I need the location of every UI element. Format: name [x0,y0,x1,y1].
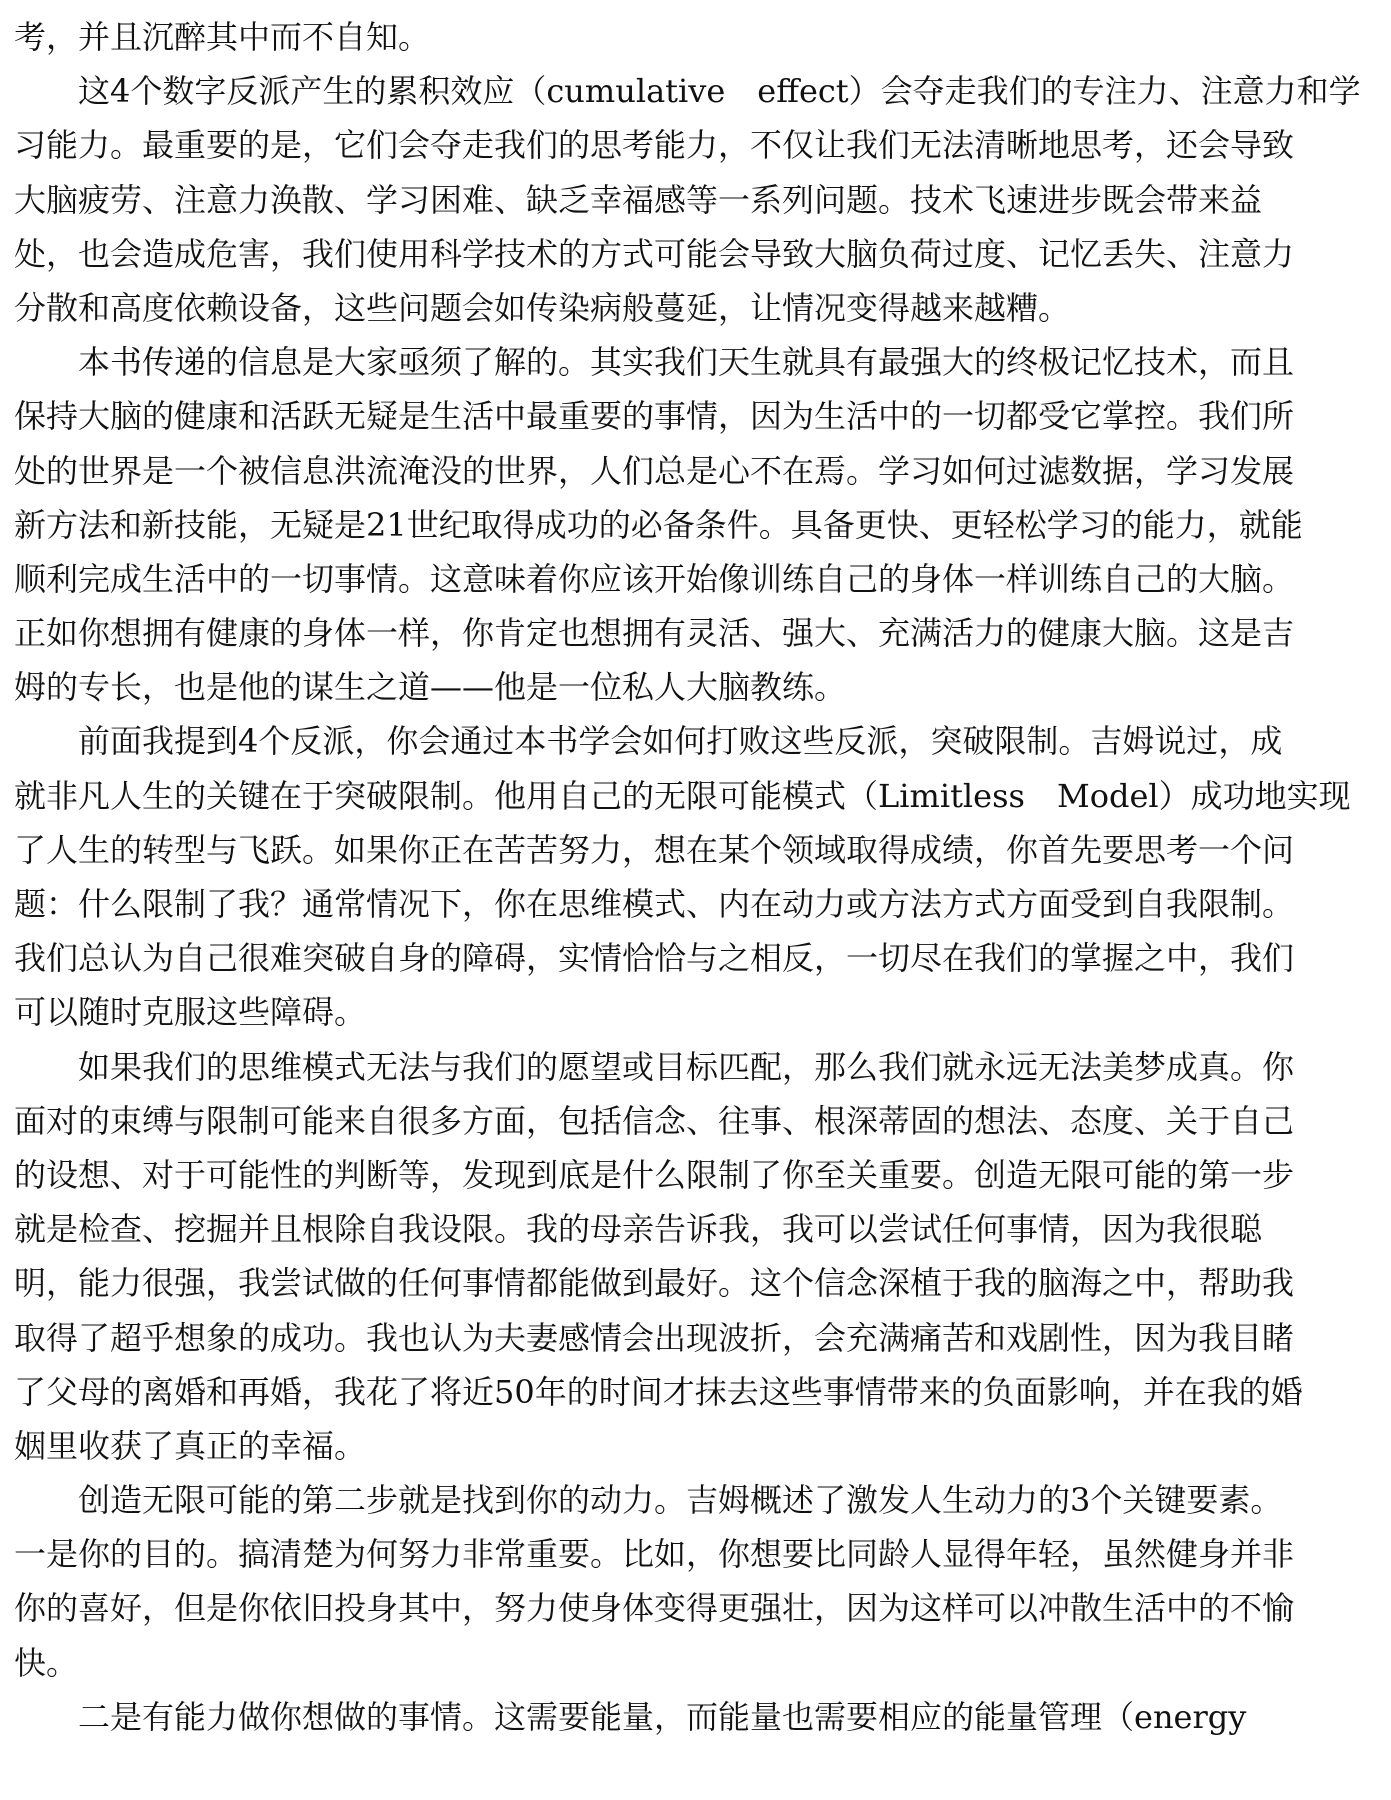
text-line: 处的世界是一个被信息洪流淹没的世界，人们总是心不在焉。学习如何过滤数据，学习发展 [14,451,1295,490]
text-line: 习能力。最重要的是，它们会夺走我们的思考能力，不仅让我们无法清晰地思考，还会导致 [14,126,1295,165]
text-line: 面对的束缚与限制可能来自很多方面，包括信念、往事、根深蒂固的想法、态度、关于自己 [14,1101,1295,1140]
text-line: 考，并且沉醉其中而不自知。 [14,18,431,56]
text-line: 了父母的离婚和再婚，我花了将近50年的时间才抹去这些事情带来的负面影响，并在我的婚 [14,1372,1303,1411]
text-line: 可以随时克服这些障碍。 [14,993,367,1032]
text-line: 你的喜好，但是你依旧投身其中，努力使身体变得更强壮，因为这样可以冲散生活中的不愉 [14,1589,1295,1628]
text-line: 前面我提到4个反派，你会通过本书学会如何打败这些反派，突破限制。吉姆说过，成 [78,722,1283,761]
text-line: 一是你的目的。搞清楚为何努力非常重要。比如，你想要比同龄人显得年轻，虽然健身并非 [14,1535,1295,1574]
text-line: 正如你想拥有健康的身体一样，你肯定也想拥有灵活、强大、充满活力的健康大脑。这是吉 [14,614,1295,653]
text-line: 分散和高度依赖设备，这些问题会如传染病般蔓延，让情况变得越来越糟。 [14,288,1071,327]
text-line: 就非凡人生的关键在于突破限制。他用自己的无限可能模式（Limitless Model）成功地实现 [14,776,1351,815]
text-line: 快。 [14,1643,79,1682]
text-line: 本书传递的信息是大家亟须了解的。其实我们天生就具有最强大的终极记忆技术，而且 [78,343,1295,382]
text-line: 姆的专长，也是他的谋生之道——他是一位私人大脑教练。 [14,668,847,707]
text-line: 姻里收获了真正的幸福。 [14,1426,367,1465]
text-line: 取得了超乎想象的成功。我也认为夫妻感情会出现波折，会充满痛苦和戏剧性，因为我目睹 [14,1318,1295,1357]
text-line: 就是检查、挖掘并且根除自我设限。我的母亲告诉我，我可以尝试任何事情，因为我很聪 [14,1210,1263,1249]
text-line: 如果我们的思维模式无法与我们的愿望或目标匹配，那么我们就永远无法美梦成真。你 [78,1047,1295,1086]
text-line: 明，能力很强，我尝试做的任何事情都能做到最好。这个信念深植于我的脑海之中，帮助我 [14,1264,1295,1303]
text-line: 创造无限可能的第二步就是找到你的动力。吉姆概述了激发人生动力的3个关键要素。 [78,1481,1283,1520]
text-line: 新方法和新技能，无疑是21世纪取得成功的必备条件。具备更快、更轻松学习的能力，就能 [14,505,1303,544]
text-line: 这4个数字反派产生的累积效应（cumulative effect）会夺走我们的专注力、注意力和学 [78,72,1361,111]
text-line: 处，也会造成危害，我们使用科学技术的方式可能会导致大脑负荷过度、记忆丢失、注意力 [14,234,1295,273]
text-line: 保持大脑的健康和活跃无疑是生活中最重要的事情，因为生活中的一切都受它掌控。我们所 [14,397,1295,436]
text-line: 我们总认为自己很难突破自身的障碍，实情恰恰与之相反，一切尽在我们的掌握之中，我们 [14,939,1295,978]
text-line: 题：什么限制了我？通常情况下，你在思维模式、内在动力或方法方式方面受到自我限制。 [14,885,1295,923]
text-line: 顺利完成生活中的一切事情。这意味着你应该开始像训练自己的身体一样训练自己的大脑。 [14,559,1295,598]
text-line: 的设想、对于可能性的判断等，发现到底是什么限制了你至关重要。创造无限可能的第一步 [14,1155,1295,1194]
text-line: 大脑疲劳、注意力涣散、学习困难、缺乏幸福感等一系列问题。技术飞速进步既会带来益 [14,180,1263,219]
text-line: 二是有能力做你想做的事情。这需要能量，而能量也需要相应的能量管理（energy [78,1697,1247,1736]
text-line: 了人生的转型与飞跃。如果你正在苦苦努力，想在某个领域取得成绩，你首先要思考一个问 [14,830,1295,869]
body-text [14,10,1384,1744]
